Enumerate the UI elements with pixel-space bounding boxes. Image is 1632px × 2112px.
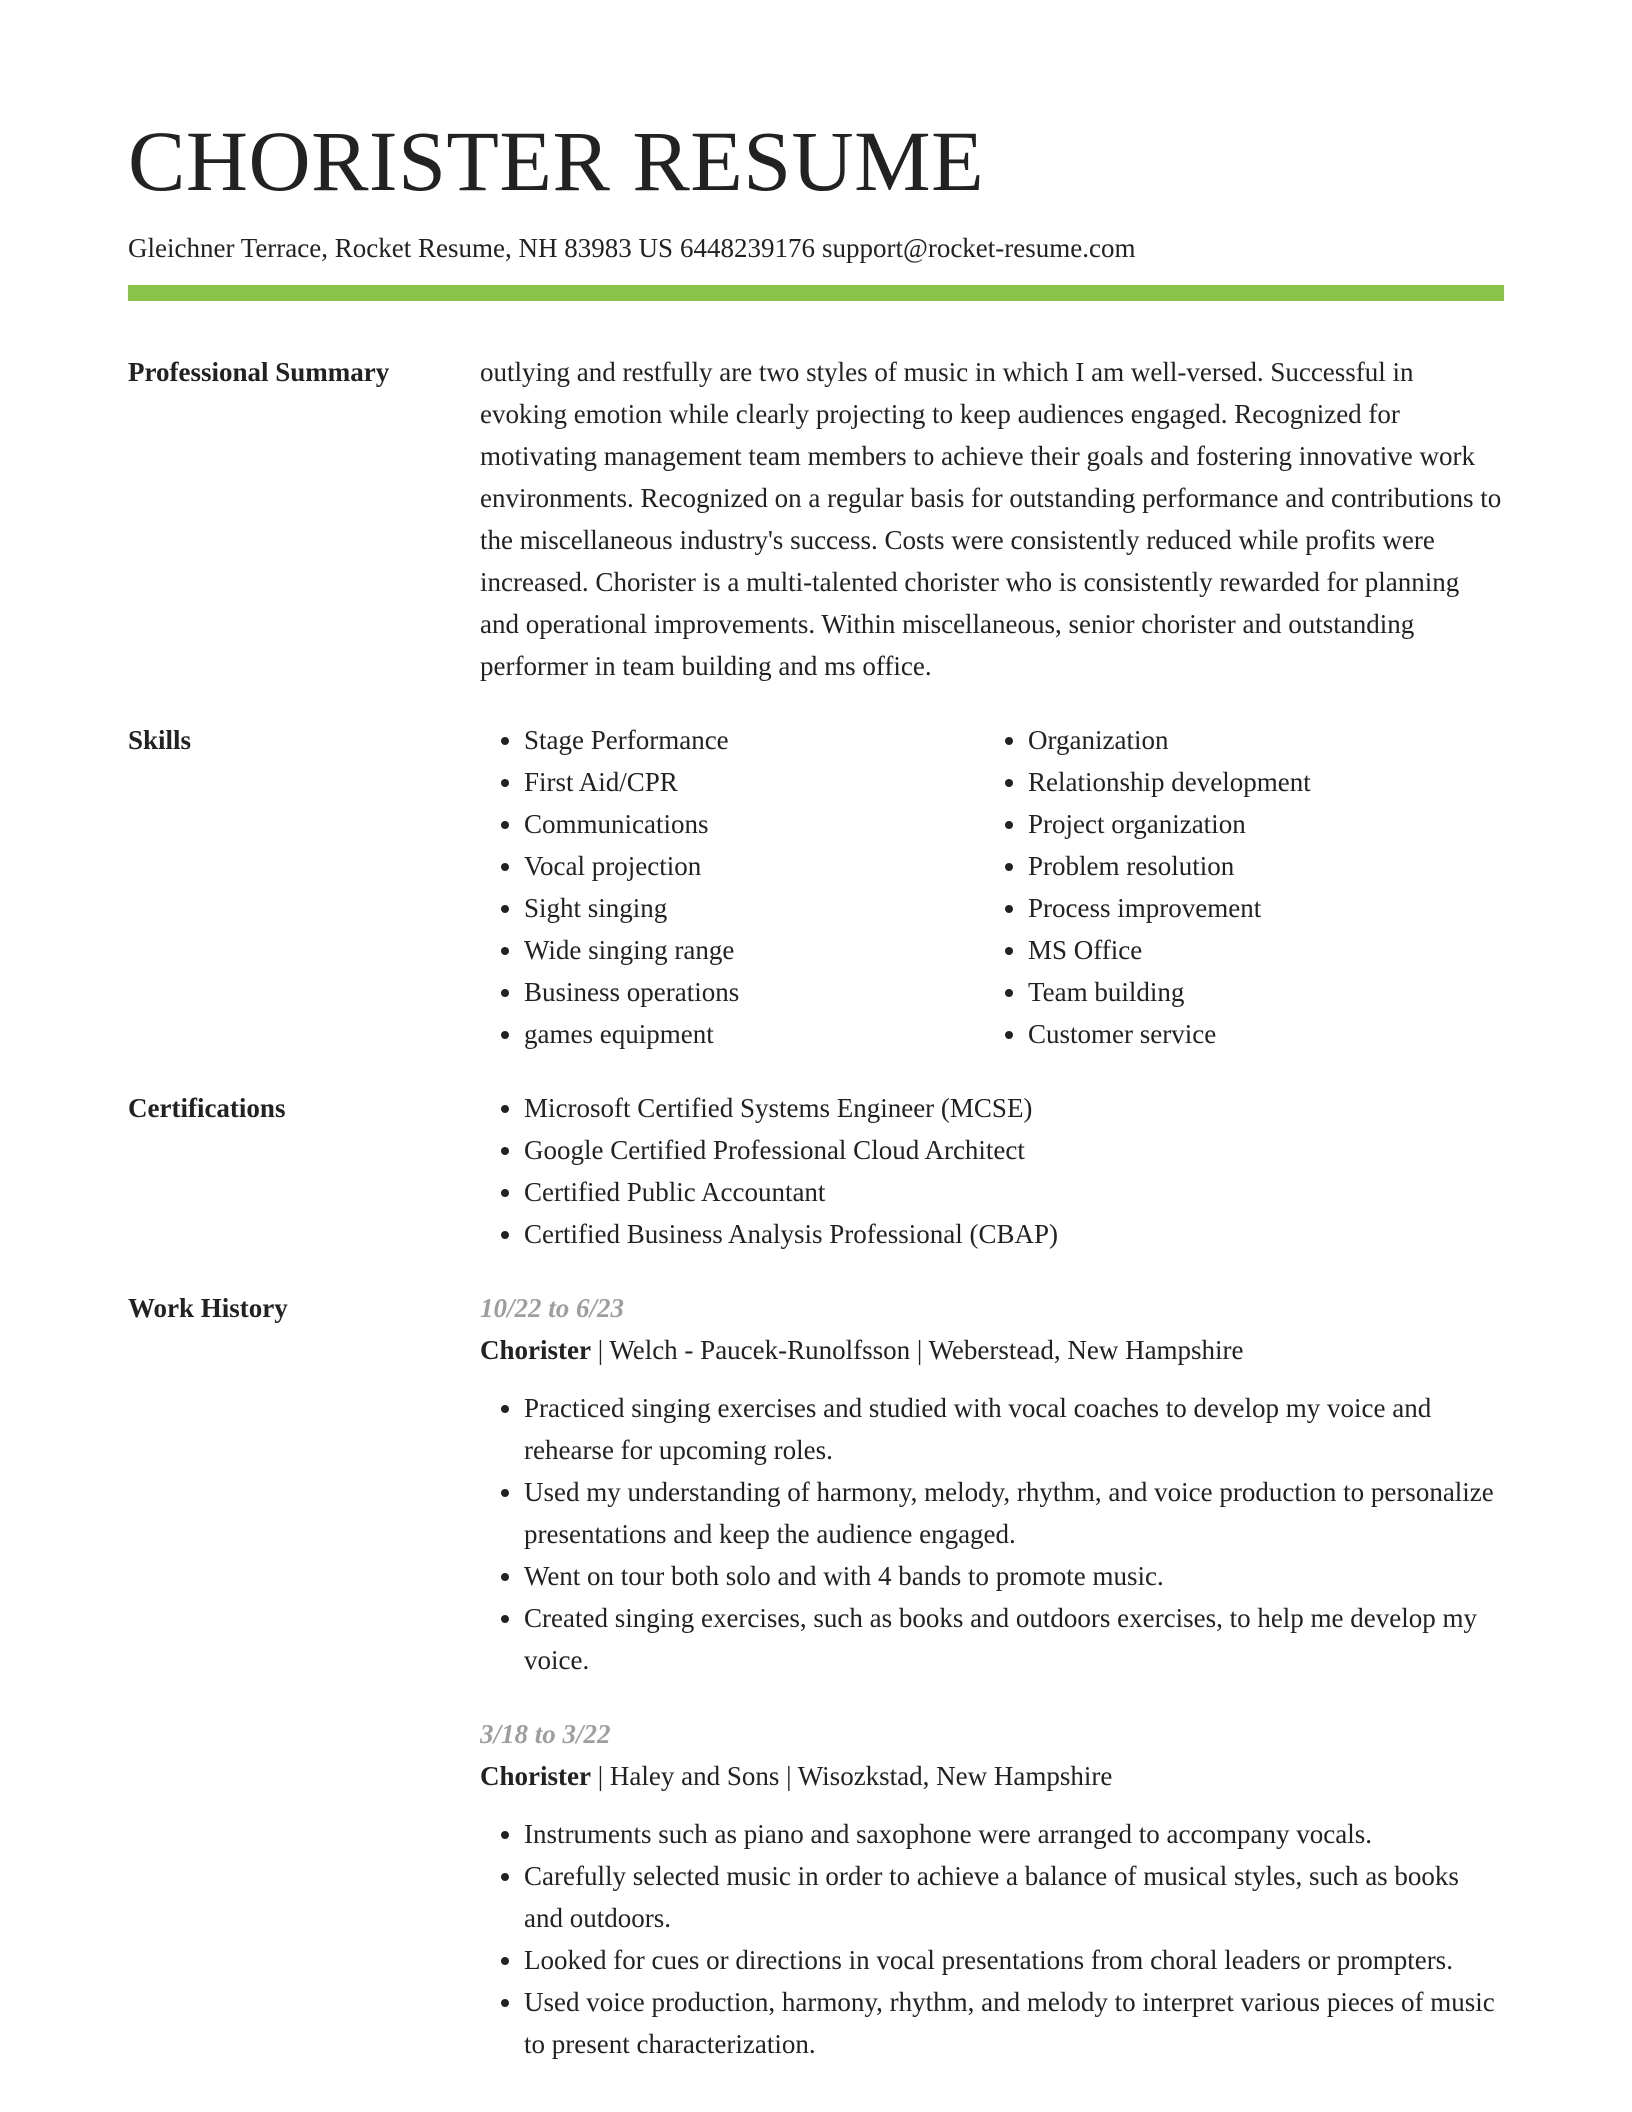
job-location: Weberstead, New Hampshire	[928, 1335, 1244, 1366]
skill-item: • Process improvement	[1028, 887, 1311, 929]
job-heading: Chorister | Welch - Paucek-Runolfsson | Weberstead, New Hampshire	[480, 1335, 1244, 1366]
certifications-list	[480, 1087, 1504, 1255]
resume-title: CHORISTER RESUME	[128, 113, 985, 209]
skill-item: • First Aid/CPR	[524, 761, 984, 803]
job-entry	[480, 1287, 1504, 1681]
skills-list-right	[984, 719, 1311, 1055]
certification-item: • Certified Business Analysis Professional (CBAP)	[524, 1213, 1504, 1255]
work-history-content	[480, 1287, 1504, 2065]
contact-email: support@rocket-resume.com	[821, 233, 1136, 263]
certifications-label: Certifications	[128, 1093, 286, 1124]
job-bullet: • Created singing exercises, such as books and outdoors exercises, to help me develop my voice.	[524, 1597, 1504, 1681]
skills-label: Skills	[128, 725, 192, 756]
skill-item: • Sight singing	[524, 887, 984, 929]
job-heading: Chorister | Haley and Sons | Wisozkstad, New Hampshire	[480, 1761, 1113, 1792]
skill-item: • Vocal projection	[524, 845, 984, 887]
skills-list-left	[480, 719, 984, 1055]
contact-address: Gleichner Terrace, Rocket Resume, NH 83983 US	[128, 233, 673, 263]
skill-item: • Relationship development	[1028, 761, 1311, 803]
job-bullet: • Instruments such as piano and saxophone were arranged to accompany vocals.	[524, 1813, 1504, 1855]
certification-item: • Certified Public Accountant	[524, 1171, 1504, 1213]
job-bullet: • Carefully selected music in order to achieve a balance of musical styles, such as books and outdoors.	[524, 1855, 1504, 1939]
skill-item: • Organization	[1028, 719, 1311, 761]
skill-item: • Wide singing range	[524, 929, 984, 971]
certification-item: • Google Certified Professional Cloud Architect	[524, 1129, 1504, 1171]
summary-label: Professional Summary	[128, 357, 390, 388]
summary-section	[128, 351, 1504, 687]
work-history-section	[128, 1287, 1504, 2065]
job-dates: 10/22 to 6/23	[480, 1293, 625, 1324]
job-bullet: • Practiced singing exercises and studied with vocal coaches to develop my voice and rehearse for upcoming roles.	[524, 1387, 1504, 1471]
skill-item: • Customer service	[1028, 1013, 1311, 1055]
job-location: Wisozkstad, New Hampshire	[797, 1761, 1113, 1792]
work-history-label: Work History	[128, 1293, 288, 1324]
job-bullet: • Used voice production, harmony, rhythm, and melody to interpret various pieces of music to present characterization.	[524, 1981, 1504, 2065]
job-bullets	[480, 1387, 1504, 1681]
job-bullet: • Went on tour both solo and with 4 bands to promote music.	[524, 1555, 1504, 1597]
header-divider	[128, 285, 1504, 301]
job-dates: 3/18 to 3/22	[480, 1719, 611, 1750]
skill-item: • Project organization	[1028, 803, 1311, 845]
skill-item: • games equipment	[524, 1013, 984, 1055]
skill-item: • Stage Performance	[524, 719, 984, 761]
summary-text: outlying and restfully are two styles of music in which I am well-versed. Successful in evoking emotion while clearly projecting to keep audiences engaged. Recognized for motivating management team members to achieve their goals and fostering innovative work environments. Recognized on a regular basis for outstanding performance and contributions to the miscellaneous industry's success. Costs were consistently reduced while profits were increased. Chorister is a multi-talented chorister who is consistently rewarded for planning and operational improvements. Within miscellaneous, senior chorister and outstanding performer in team building and ms office.	[480, 357, 1502, 682]
certifications-content	[480, 1087, 1504, 1255]
job-company: Haley and Sons	[609, 1761, 780, 1792]
job-bullet: • Looked for cues or directions in vocal presentations from choral leaders or prompters.	[524, 1939, 1504, 1981]
contact-phone: 6448239176	[679, 233, 815, 263]
skill-item: • Problem resolution	[1028, 845, 1311, 887]
summary-content	[480, 351, 1504, 687]
job-company: Welch - Paucek-Runolfsson	[609, 1335, 911, 1366]
skill-item: • Communications	[524, 803, 984, 845]
job-bullet: • Used my understanding of harmony, melody, rhythm, and voice production to personalize presentations and keep the audience engaged.	[524, 1471, 1504, 1555]
certification-item: • Microsoft Certified Systems Engineer (MCSE)	[524, 1087, 1504, 1129]
job-bullets	[480, 1813, 1504, 2065]
skills-content	[480, 719, 1504, 1055]
skill-item: • MS Office	[1028, 929, 1311, 971]
job-entry	[480, 1713, 1504, 2065]
resume-page	[128, 0, 1504, 2065]
skill-item: • Team building	[1028, 971, 1311, 1013]
job-title: Chorister	[480, 1335, 591, 1366]
job-title: Chorister	[480, 1761, 591, 1792]
certifications-section	[128, 1087, 1504, 1255]
contact-line	[128, 232, 1504, 264]
skills-section	[128, 719, 1504, 1055]
skill-item: • Business operations	[524, 971, 984, 1013]
